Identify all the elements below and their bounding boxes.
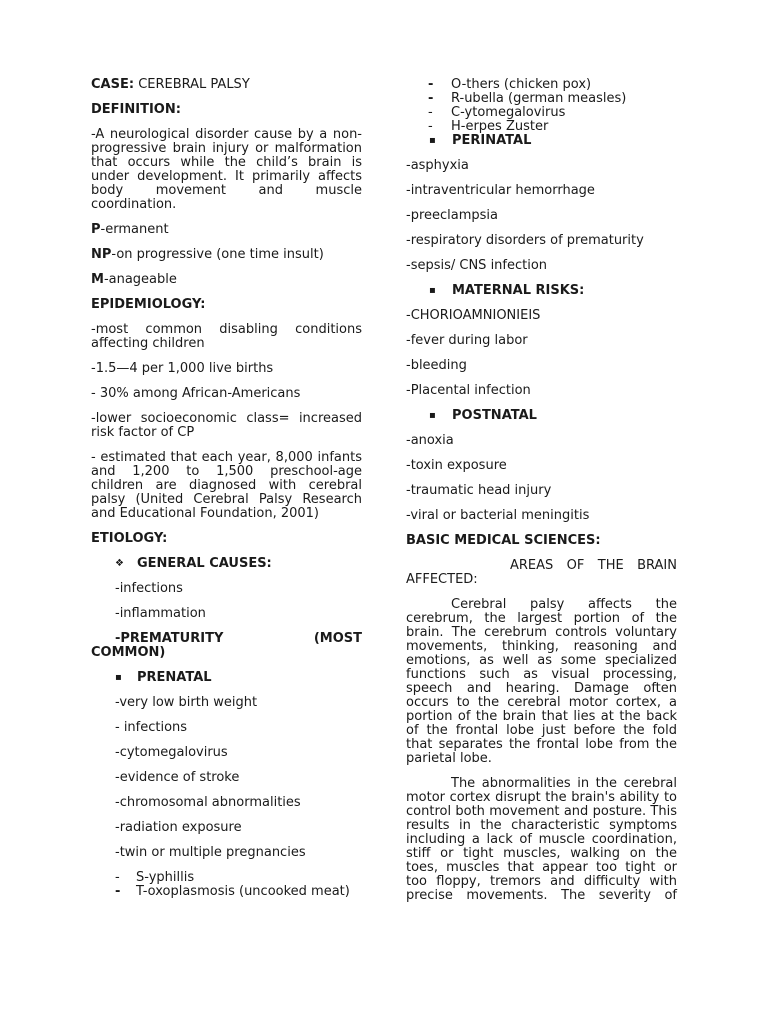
square-bullet-icon: ▪	[429, 135, 436, 146]
dash-bullet: -	[115, 884, 121, 899]
storch-text: T-oxoplasmosis (uncooked meat)	[136, 884, 350, 899]
storch-item	[406, 106, 677, 120]
prenatal-item: -cytomegalovirus	[115, 745, 228, 760]
storch-text: H-erpes Zuster	[451, 119, 549, 134]
perinatal-item: -intraventricular hemorrhage	[406, 183, 595, 198]
postnatal-item: -toxin exposure	[406, 458, 507, 473]
perinatal-label: PERINATAL	[452, 133, 532, 148]
paragraph-cerebrum: Cerebral palsy affects the cerebrum, the largest portion of the brain. The cerebrum controls voluntary movements, thinking, reasoning and emotions, as well as some specialized functions such as visual processing, speech and hearing. Damage often occurs to the cerebral motor cortex, a portion of the brain that lies at the back of the frontal lobe just before the fold that separates the frontal lobe from the parietal lobe.	[406, 597, 677, 766]
prenatal-item: -evidence of stroke	[115, 770, 240, 785]
pnm-rest: -on progressive (one time insult)	[111, 247, 324, 262]
pnm-letter: NP	[91, 247, 112, 262]
epidemiology-item: -lower socioeconomic class= increased risk factor of CP	[91, 411, 362, 440]
dash-bullet: -	[428, 105, 433, 120]
perinatal-item: -respiratory disorders of prematurity	[406, 233, 644, 248]
dash-bullet: -	[428, 119, 433, 134]
dash-bullet: -	[428, 91, 434, 106]
right-column	[406, 78, 677, 914]
pnm-rest: -ermanent	[100, 222, 169, 237]
maternal-risks-heading	[406, 284, 677, 298]
general-cause-item: -infections	[115, 581, 183, 596]
prematurity-note: (MOST	[313, 631, 362, 646]
case-line	[91, 78, 362, 92]
paragraph-motor-cortex: The abnormalities in the cerebral motor cortex disrupt the brain's ability to control both movement and posture. This results in the characteristic symptoms including a lack of muscle coordination, stiff or tight muscles, walking on the toes, muscles that appear too tight or too floppy, tremors and difficulty with precise movements. The severity of	[406, 776, 677, 903]
general-cause-item: -inflammation	[115, 606, 206, 621]
definition-text: -A neurological disorder cause by a non-progressive brain injury or malformation that occurs while the child’s brain is under development. It primarily affects body movement and muscle coordination.	[91, 127, 362, 212]
maternal-item: -bleeding	[406, 358, 467, 373]
postnatal-item: -anoxia	[406, 433, 454, 448]
epidemiology-item: - 30% among African-Americans	[91, 386, 301, 401]
epidemiology-item: -most common disabling conditions affecting children	[91, 322, 362, 351]
epidemiology-item: -1.5—4 per 1,000 live births	[91, 361, 274, 376]
storch-text: O-thers (chicken pox)	[451, 77, 592, 92]
storch-text: S-yphillis	[136, 870, 195, 885]
square-bullet-icon: ▪	[429, 285, 436, 296]
pnm-rest: -anageable	[103, 272, 177, 287]
case-title: CEREBRAL PALSY	[138, 77, 250, 92]
postnatal-label: POSTNATAL	[452, 408, 537, 423]
general-causes-heading	[91, 557, 362, 571]
prenatal-label: PRENATAL	[137, 670, 212, 685]
storch-item	[406, 92, 677, 106]
storch-item	[91, 885, 362, 899]
prenatal-heading	[91, 671, 362, 685]
postnatal-item: -traumatic head injury	[406, 483, 552, 498]
general-causes-label: GENERAL CAUSES:	[137, 556, 272, 571]
prenatal-item: -very low birth weight	[115, 695, 258, 710]
dash-bullet: -	[428, 77, 434, 92]
pnm-manageable	[91, 273, 362, 287]
pnm-letter: P	[91, 222, 101, 237]
prenatal-item: -radiation exposure	[115, 820, 242, 835]
maternal-risks-label: MATERNAL RISKS:	[452, 283, 585, 298]
prenatal-item: -twin or multiple pregnancies	[115, 845, 306, 860]
postnatal-item: -viral or bacterial meningitis	[406, 508, 590, 523]
diamond-bullet-icon: ❖	[115, 558, 124, 569]
storch-text: R-ubella (german measles)	[451, 91, 627, 106]
square-bullet-icon: ▪	[429, 410, 436, 421]
perinatal-item: -sepsis/ CNS infection	[406, 258, 548, 273]
storch-text: C-ytomegalovirus	[451, 105, 566, 120]
maternal-item: -fever during labor	[406, 333, 528, 348]
dash-bullet: -	[115, 870, 120, 885]
square-bullet-icon: ▪	[115, 672, 122, 683]
perinatal-heading	[406, 134, 677, 148]
pnm-non-progressive	[91, 248, 362, 262]
case-label: CASE:	[91, 77, 135, 92]
pnm-letter: M	[91, 272, 104, 287]
prematurity-label: -PREMATURITY	[115, 631, 224, 646]
storch-item	[91, 871, 362, 885]
etiology-heading: ETIOLOGY:	[91, 531, 168, 546]
prematurity-heading	[91, 632, 362, 660]
basic-medical-sciences-heading: BASIC MEDICAL SCIENCES:	[406, 533, 601, 548]
areas-heading: AREAS OF THE BRAIN AFFECTED:	[406, 558, 677, 587]
postnatal-heading	[406, 409, 677, 423]
storch-item	[406, 120, 677, 134]
storch-list-right	[406, 78, 677, 134]
storch-list-left	[91, 871, 362, 899]
prenatal-item: - infections	[115, 720, 188, 735]
perinatal-item: -preeclampsia	[406, 208, 498, 223]
epidemiology-heading: EPIDEMIOLOGY:	[91, 297, 206, 312]
epidemiology-item: - estimated that each year, 8,000 infants and 1,200 to 1,500 preschool-age children are diagnosed with cerebral palsy (United Cerebral Palsy Research and Educational Foundation, 2001)	[91, 450, 362, 521]
perinatal-item: -asphyxia	[406, 158, 469, 173]
definition-heading: DEFINITION:	[91, 102, 181, 117]
left-column	[91, 78, 362, 910]
pnm-permanent	[91, 223, 362, 237]
storch-item	[406, 78, 677, 92]
maternal-item: -CHORIOAMNIONIEIS	[406, 308, 541, 323]
prenatal-item: -chromosomal abnormalities	[115, 795, 301, 810]
maternal-item: -Placental infection	[406, 383, 531, 398]
prematurity-note-cont: COMMON)	[91, 645, 166, 660]
